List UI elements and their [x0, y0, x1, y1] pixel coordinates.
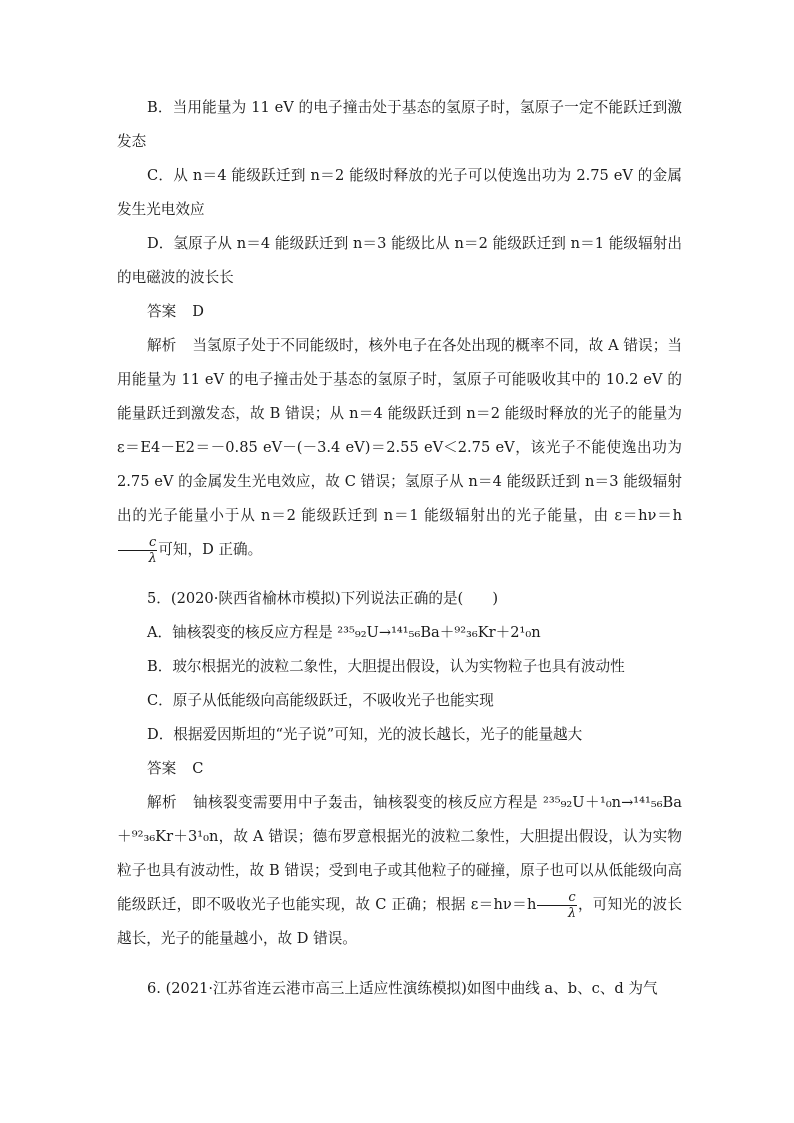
analysis-label: 解析 — [147, 794, 177, 811]
analysis-label: 解析 — [147, 337, 177, 354]
analysis-tail: ，可知光的波长越长，光子的能量越小，故 D 错误。 — [117, 896, 682, 947]
q5-stem: 5．(2020·陕西省榆林市模拟)下列说法正确的是( ) — [147, 590, 499, 607]
answer-value: D — [192, 303, 204, 320]
answer-label: 答案 — [147, 303, 177, 320]
fraction-numerator: c — [537, 891, 576, 906]
analysis-body: 铀核裂变需要用中子轰击，铀核裂变的核反应方程是 ²³⁵₉₂U＋¹₀n→¹⁴¹₅₆Ba＋⁹²₃₆Kr＋3¹₀n，故 A 错误；德布罗意根据光的波粒二象性，大胆提出假设，认为实物粒子也具有波动性，故 B 错误；受到电子或其他粒子的碰撞，原子也可以从低能级向高能级跃迁，即不吸收光子也能实现，故 C 正确；根据 ε＝hν＝h — [117, 794, 682, 913]
q4-option-c: C．从 n＝4 能级跃迁到 n＝2 能级时释放的光子可以使逸出功为 2.75 eV 的金属发生光电效应 — [117, 167, 682, 218]
q4-option-b: B．当用能量为 11 eV 的电子撞击处于基态的氢原子时，氢原子一定不能跃迁到激发态 — [117, 99, 682, 150]
q4-answer — [117, 295, 682, 329]
q5-analysis — [117, 786, 682, 956]
fraction-denominator: λ — [567, 905, 577, 921]
q5-option-a: A．铀核裂变的核反应方程是 ²³⁵₉₂U→¹⁴¹₅₆Ba＋⁹²₃₆Kr＋2¹₀n — [147, 624, 541, 641]
q5-option-d: D．根据爱因斯坦的“光子说”可知，光的波长越长，光子的能量越大 — [147, 726, 583, 743]
fraction-denominator: λ — [148, 550, 157, 566]
q4-analysis — [117, 329, 682, 567]
q5-option-c: C．原子从低能级向高能级跃迁，不吸收光子也能实现 — [147, 692, 494, 709]
q4-option-d: D．氢原子从 n＝4 能级跃迁到 n＝3 能级比从 n＝2 能级跃迁到 n＝1 能级辐射出的电磁波的波长长 — [117, 235, 682, 286]
fraction-numerator: c — [118, 536, 157, 551]
fraction-c-over-lambda — [537, 891, 576, 920]
answer-label: 答案 — [147, 760, 177, 777]
analysis-body: 当氢原子处于不同能级时，核外电子在各处出现的概率不同，故 A 错误；当用能量为 11 eV 的电子撞击处于基态的氢原子时，氢原子可能吸收其中的 10.2 eV 的能量跃迁到激发态，故 B 错误；从 n＝4 能级跃迁到 n＝2 能级时释放的光子的能量为 ε＝E4－E2＝－0.85 eV－(－3.4 eV)＝2.55 eV＜2.75 eV，该光子不能使逸出功为 2.75 eV 的金属发生光电效应，故 C 错误；氢原子从 n＝4 能级跃迁到 n＝3 能级辐射出的光子能量小于从 n＝2 能级跃迁到 n＝1 能级辐射出的光子能量，由 ε＝hν＝h — [117, 337, 682, 524]
q5-option-b: B．玻尔根据光的波粒二象性，大胆提出假设，认为实物粒子也具有波动性 — [147, 658, 625, 675]
fraction-c-over-lambda — [118, 536, 157, 565]
q5-answer — [117, 752, 682, 786]
q6-stem: 6. (2021·江苏省连云港市高三上适应性演练模拟)如图中曲线 a、b、c、d 为气 — [147, 980, 658, 997]
answer-value: C — [192, 760, 204, 777]
analysis-tail: 可知，D 正确。 — [158, 541, 263, 558]
